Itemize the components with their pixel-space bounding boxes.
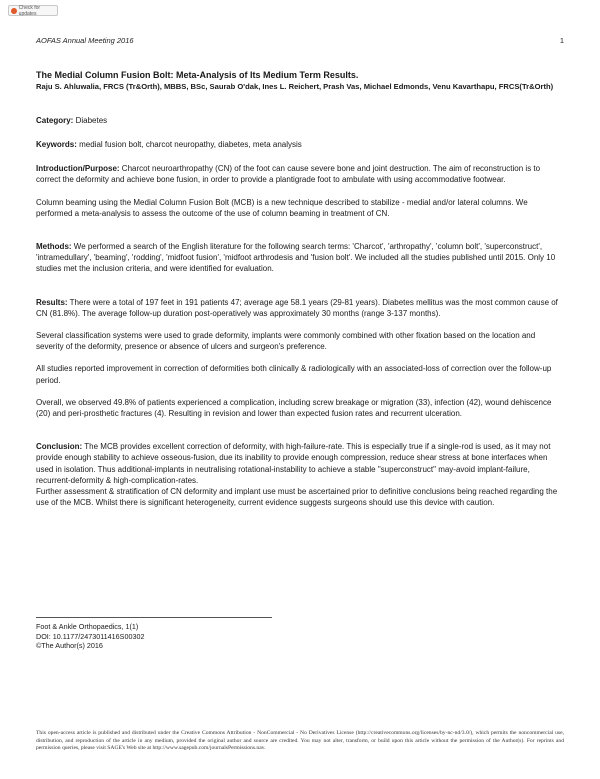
conclusion-label: Conclusion: — [36, 442, 83, 452]
copyright: ©The Author(s) 2016 — [36, 641, 103, 650]
article-body — [36, 70, 564, 508]
introduction-text: Charcot neuroarthropathy (CN) of the foot can cause severe bone and joint destruction. The aim of reconstruction is to correct the deformity and achieve bone fusion, in order to provide a plantigrade foot to ambulate with using accommodative footwear. — [36, 164, 541, 185]
keywords-text: medial fusion bolt, charcot neuropathy, diabetes, meta analysis — [76, 139, 302, 149]
running-header — [36, 36, 564, 45]
introduction-paragraph-2: Column beaming using the Medial Column Fusion Bolt (MCB) is a new technique described to stabilize - medial and/or lateral columns. We performed a meta-analysis to assess the outcome of the use of column beaming in treatment of CN. — [36, 197, 528, 218]
introduction-label: Introduction/Purpose: — [36, 164, 120, 174]
results-label: Results: — [36, 297, 68, 307]
methods-section — [36, 241, 564, 275]
methods-text: We performed a search of the English literature for the following search terms: 'Charcot', 'arthropathy', 'column bolt', 'superconstruct', 'intramedullary', 'beaming', 'rodding', 'midfoot fusion', 'midfoot arthrodesis and 'fusion bolt'. We included all the studies published until 2015. Only 10 studies met the inclusion criteria, and were identified for evaluation. — [36, 241, 556, 274]
results-section — [36, 297, 564, 319]
conclusion-section — [36, 441, 564, 486]
category-section — [36, 115, 564, 126]
journal-footer — [36, 617, 272, 651]
article-title: The Medial Column Fusion Bolt: Meta-Analysis of Its Medium Term Results. — [36, 70, 359, 80]
badge-label: Check for updates — [18, 4, 41, 17]
keywords-section — [36, 139, 564, 150]
results-paragraph-3: All studies reported improvement in correction of deformities both clinically & radiologically with an associated-loss of correction over the follow-up period. — [36, 364, 552, 385]
category-text: Diabetes — [73, 115, 108, 125]
conclusion-paragraph-2: Further assessment & stratification of CN deformity and implant use must be ascertained prior to definitive conclusions being reached regarding the use of the MCB. Whilst there is significant heterogeneity, current evidence suggests surgeons should use this device with caution. — [36, 486, 558, 508]
results-paragraph-2: Several classification systems were used to grade deformity, implants were commonly combined with other fixation based on the location and severity of the deformity, presence or absence of ulcers and surgeon's preference. — [36, 330, 536, 352]
keywords-label: Keywords: — [36, 139, 77, 149]
author-list: Raju S. Ahluwalia, FRCS (Tr&Orth), MBBS, BSc, Saurab O'dak, Ines L. Reichert, Prash Vas, Michael Edmonds, Venu Kavarthapu, FRCS(Tr&Orth) — [36, 82, 554, 92]
introduction-section — [36, 163, 564, 185]
journal-citation: Foot & Ankle Orthopaedics, 1(1) — [36, 622, 139, 631]
methods-label: Methods: — [36, 241, 72, 251]
results-paragraph-4: Overall, we observed 49.8% of patients experienced a complication, including screw breakage or migration (33), infection (42), wound dehiscence (20) and peri-prosthetic fractures (4). Resulting in revision and lower than expected fusion rates and recurrent ulceration. — [36, 397, 552, 418]
results-text: There were a total of 197 feet in 191 patients 47; average age 58.1 years (29-81 years). Diabetes mellitus was the most common cause of CN (81.8%). The average follow-up duration post-operatively was approximately 30 months (range 3-137 months). — [36, 297, 558, 318]
meeting-name: AOFAS Annual Meeting 2016 — [36, 36, 134, 45]
category-label: Category: — [36, 115, 74, 125]
license-notice: This open-access article is published and distributed under the Creative Commons Attribution - NonCommercial - No Derivatives License (http://creativecommons.org/licenses/by-nc-nd/3.0/), which permits the noncommercial use, distribution, and reproduction of the article in any medium, provided the original author and source are credited. You may not alter, transform, or build upon this article without the permission of the Author(s). For reprints and permission queries, please visit SAGE's Web site at http://www.sagepub.com/journalsPermissions.nav. — [36, 730, 564, 752]
doi: DOI: 10.1177/2473011416S00302 — [36, 631, 145, 641]
update-icon — [11, 8, 17, 14]
conclusion-text: The MCB provides excellent correction of deformity, with high-failure-rate. This is especially true if a single-rod is used, as it may not provide enough stability to achieve osseous-fusion, due its inability to provide enough compression, reduce shear stress at bone interfaces when used in isolation. Thus additional-implants in neutralising rotational-instability to achieve a stable "superconstruct" may-avoid implant-failure, recurrent-deformity & high-complication-rates. — [36, 442, 551, 485]
check-for-updates-badge[interactable] — [8, 5, 58, 16]
page-number: 1 — [559, 36, 564, 45]
